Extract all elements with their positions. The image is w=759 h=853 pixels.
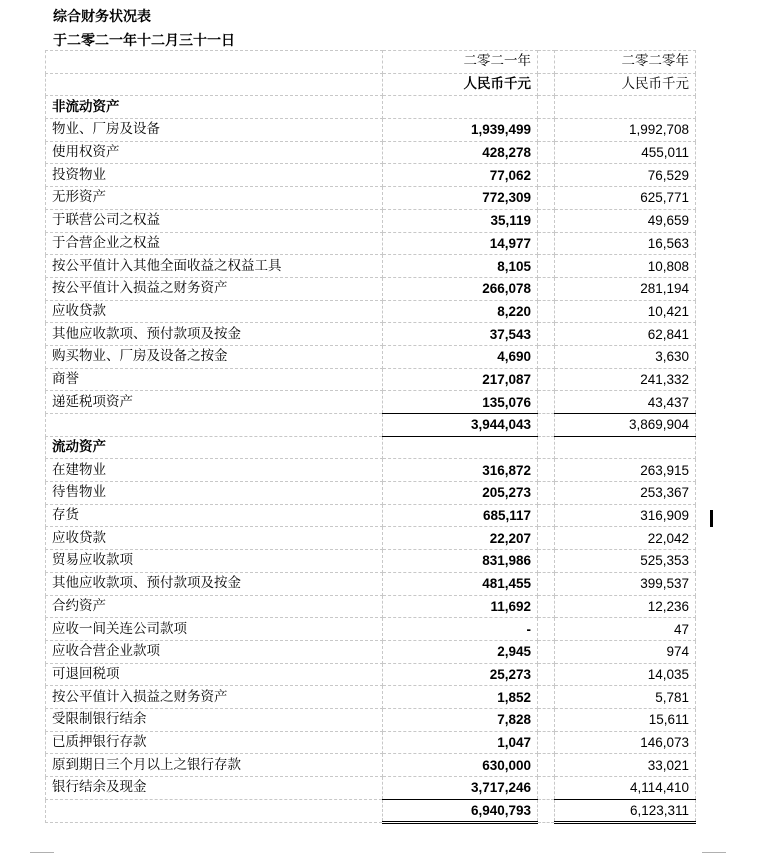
value-2020[interactable]: 399,537 — [555, 572, 696, 595]
total-row — [46, 414, 696, 437]
header-unit-2021[interactable]: 人民币千元 — [383, 73, 538, 96]
cell-gap[interactable] — [538, 731, 555, 754]
value-2021[interactable]: 135,076 — [383, 391, 538, 414]
value-2021[interactable]: 205,273 — [383, 482, 538, 505]
table-row — [46, 595, 696, 618]
value-2020[interactable]: 241,332 — [555, 368, 696, 391]
cell-gap[interactable] — [538, 255, 555, 278]
value-2020[interactable]: 62,841 — [555, 323, 696, 346]
value-2020[interactable]: 281,194 — [555, 277, 696, 300]
cell-gap[interactable] — [538, 51, 555, 74]
row-label[interactable]: 存货 — [46, 504, 383, 527]
row-label[interactable]: 购买物业、厂房及设备之按金 — [46, 345, 383, 368]
row-label[interactable]: 物业、厂房及设备 — [46, 119, 383, 142]
total-row — [46, 799, 696, 823]
value-2020[interactable]: 16,563 — [555, 232, 696, 255]
row-label[interactable]: 使用权资产 — [46, 141, 383, 164]
row-label[interactable]: 贸易应收款项 — [46, 550, 383, 573]
value-2020[interactable]: 15,611 — [555, 708, 696, 731]
row-label[interactable]: 应收贷款 — [46, 527, 383, 550]
row-label[interactable]: 按公平值计入损益之财务资产 — [46, 686, 383, 709]
row-label[interactable]: 原到期日三个月以上之银行存款 — [46, 754, 383, 777]
header-year-2020[interactable]: 二零二零年 — [555, 51, 696, 74]
cell-gap[interactable] — [538, 187, 555, 210]
table-row — [46, 754, 696, 777]
value-2020[interactable]: 525,353 — [555, 550, 696, 573]
cell-gap[interactable] — [538, 164, 555, 187]
value-2020[interactable]: 76,529 — [555, 164, 696, 187]
table-row — [46, 504, 696, 527]
value-2021[interactable]: 8,105 — [383, 255, 538, 278]
balance-sheet-table — [45, 50, 696, 824]
value-2021[interactable]: 8,220 — [383, 300, 538, 323]
cell-gap[interactable] — [538, 368, 555, 391]
cell-gap[interactable] — [538, 618, 555, 641]
value-2021[interactable]: 481,455 — [383, 572, 538, 595]
cell-gap[interactable] — [538, 119, 555, 142]
table-row — [46, 459, 696, 482]
cell-gap[interactable] — [538, 482, 555, 505]
value-2020[interactable]: 12,236 — [555, 595, 696, 618]
table-row — [46, 572, 696, 595]
header-year-2021[interactable]: 二零二一年 — [383, 51, 538, 74]
cell-empty[interactable] — [46, 414, 383, 437]
cell-empty[interactable] — [383, 96, 538, 119]
row-label[interactable]: 可退回税项 — [46, 663, 383, 686]
row-label[interactable]: 待售物业 — [46, 482, 383, 505]
value-2021[interactable]: 831,986 — [383, 550, 538, 573]
cell-gap[interactable] — [538, 345, 555, 368]
table-row — [46, 391, 696, 414]
value-2020[interactable]: 47 — [555, 618, 696, 641]
value-2020[interactable]: 3,630 — [555, 345, 696, 368]
table-row — [46, 277, 696, 300]
cell-gap[interactable] — [538, 391, 555, 414]
cell-gap[interactable] — [538, 527, 555, 550]
table-row — [46, 323, 696, 346]
row-label[interactable]: 商誉 — [46, 368, 383, 391]
value-2021[interactable]: 37,543 — [383, 323, 538, 346]
section-heading-row — [46, 96, 696, 119]
cell-gap[interactable] — [538, 595, 555, 618]
table-row — [46, 209, 696, 232]
cell-gap[interactable] — [538, 323, 555, 346]
cell-gap[interactable] — [538, 300, 555, 323]
row-label[interactable]: 递延税项资产 — [46, 391, 383, 414]
value-2021[interactable]: 4,690 — [383, 345, 538, 368]
value-2020[interactable]: 146,073 — [555, 731, 696, 754]
cell-gap[interactable] — [538, 277, 555, 300]
cell-empty[interactable] — [46, 73, 383, 96]
value-2020[interactable]: 263,915 — [555, 459, 696, 482]
row-label[interactable]: 无形资产 — [46, 187, 383, 210]
value-2021[interactable]: 3,717,246 — [383, 777, 538, 800]
value-2020[interactable]: 22,042 — [555, 527, 696, 550]
value-2021[interactable]: 35,119 — [383, 209, 538, 232]
table-row — [46, 777, 696, 800]
cell-gap[interactable] — [538, 141, 555, 164]
value-2021[interactable]: 630,000 — [383, 754, 538, 777]
total-2021[interactable]: 3,944,043 — [383, 414, 538, 437]
cell-gap[interactable] — [538, 504, 555, 527]
cell-gap[interactable] — [538, 572, 555, 595]
row-label[interactable]: 其他应收款项、预付款项及按金 — [46, 572, 383, 595]
statement-date: 于二零二一年十二月三十一日 — [53, 33, 235, 49]
value-2021[interactable]: - — [383, 618, 538, 641]
section-heading-non-current[interactable]: 非流动资产 — [46, 96, 383, 119]
row-label[interactable]: 应收贷款 — [46, 300, 383, 323]
value-2020[interactable]: 4,114,410 — [555, 777, 696, 800]
total-2020[interactable]: 3,869,904 — [555, 414, 696, 437]
header-unit-2020[interactable]: 人民币千元 — [555, 73, 696, 96]
cell-gap[interactable] — [538, 550, 555, 573]
value-2021[interactable]: 1,047 — [383, 731, 538, 754]
cell-gap[interactable] — [538, 73, 555, 96]
cell-gap[interactable] — [538, 640, 555, 663]
table-row — [46, 686, 696, 709]
value-2021[interactable]: 25,273 — [383, 663, 538, 686]
value-2020[interactable]: 14,035 — [555, 663, 696, 686]
row-label[interactable]: 按公平值计入其他全面收益之权益工具 — [46, 255, 383, 278]
section-heading-row — [46, 436, 696, 459]
cell-gap[interactable] — [538, 777, 555, 800]
table-row — [46, 640, 696, 663]
value-2020[interactable]: 5,781 — [555, 686, 696, 709]
table-row — [46, 255, 696, 278]
row-label[interactable]: 在建物业 — [46, 459, 383, 482]
value-2021[interactable]: 316,872 — [383, 459, 538, 482]
row-label[interactable]: 于合营企业之权益 — [46, 232, 383, 255]
value-2021[interactable]: 14,977 — [383, 232, 538, 255]
value-2020[interactable]: 625,771 — [555, 187, 696, 210]
value-2021[interactable]: 2,945 — [383, 640, 538, 663]
value-2020[interactable]: 1,992,708 — [555, 119, 696, 142]
row-label[interactable]: 投资物业 — [46, 164, 383, 187]
table-row — [46, 482, 696, 505]
cell-gap[interactable] — [538, 209, 555, 232]
cell-gap[interactable] — [538, 414, 555, 437]
value-2020[interactable]: 33,021 — [555, 754, 696, 777]
table-row — [46, 731, 696, 754]
value-2020[interactable]: 455,011 — [555, 141, 696, 164]
value-2021[interactable]: 428,278 — [383, 141, 538, 164]
table-row — [46, 618, 696, 641]
header-row-year — [46, 51, 696, 74]
value-2020[interactable]: 253,367 — [555, 482, 696, 505]
table-row — [46, 119, 696, 142]
cell-empty[interactable] — [46, 799, 383, 823]
cell-gap[interactable] — [538, 663, 555, 686]
total-2020[interactable]: 6,123,311 — [555, 799, 696, 823]
value-2020[interactable]: 316,909 — [555, 504, 696, 527]
cell-empty[interactable] — [383, 436, 538, 459]
total-2021[interactable]: 6,940,793 — [383, 799, 538, 823]
table-row — [46, 164, 696, 187]
section-heading-current[interactable]: 流动资产 — [46, 436, 383, 459]
row-label[interactable]: 应收一间关连公司款项 — [46, 618, 383, 641]
table-row — [46, 187, 696, 210]
value-2021[interactable]: 685,117 — [383, 504, 538, 527]
row-label[interactable]: 按公平值计入损益之财务资产 — [46, 277, 383, 300]
value-2021[interactable]: 266,078 — [383, 277, 538, 300]
table-row — [46, 663, 696, 686]
value-2021[interactable]: 772,309 — [383, 187, 538, 210]
value-2021[interactable]: 77,062 — [383, 164, 538, 187]
value-2020[interactable]: 974 — [555, 640, 696, 663]
table-row — [46, 345, 696, 368]
cell-gap[interactable] — [538, 754, 555, 777]
table-row — [46, 550, 696, 573]
row-label[interactable]: 受限制银行结余 — [46, 708, 383, 731]
value-2021[interactable]: 22,207 — [383, 527, 538, 550]
cell-empty[interactable] — [46, 51, 383, 74]
row-label[interactable]: 合约资产 — [46, 595, 383, 618]
table-row — [46, 708, 696, 731]
row-label[interactable]: 银行结余及现金 — [46, 777, 383, 800]
cell-gap[interactable] — [538, 96, 555, 119]
header-row-unit — [46, 73, 696, 96]
table-row — [46, 141, 696, 164]
cell-gap[interactable] — [538, 799, 555, 823]
value-2020[interactable]: 49,659 — [555, 209, 696, 232]
cell-gap[interactable] — [538, 232, 555, 255]
row-label[interactable]: 其他应收款项、预付款项及按金 — [46, 323, 383, 346]
value-2020[interactable]: 43,437 — [555, 391, 696, 414]
row-label[interactable]: 应收合营企业款项 — [46, 640, 383, 663]
value-2021[interactable]: 1,852 — [383, 686, 538, 709]
value-2021[interactable]: 11,692 — [383, 595, 538, 618]
statement-title: 综合财务状况表 — [53, 9, 151, 25]
text-cursor-icon — [710, 510, 713, 527]
table-row — [46, 300, 696, 323]
cell-empty[interactable] — [555, 436, 696, 459]
cell-gap[interactable] — [538, 686, 555, 709]
row-label[interactable]: 于联营公司之权益 — [46, 209, 383, 232]
cell-gap[interactable] — [538, 459, 555, 482]
cell-empty[interactable] — [555, 96, 696, 119]
value-2021[interactable]: 7,828 — [383, 708, 538, 731]
cell-gap[interactable] — [538, 436, 555, 459]
value-2021[interactable]: 217,087 — [383, 368, 538, 391]
row-label[interactable]: 已质押银行存款 — [46, 731, 383, 754]
table-row — [46, 368, 696, 391]
cell-gap[interactable] — [538, 708, 555, 731]
value-2020[interactable]: 10,421 — [555, 300, 696, 323]
table-row — [46, 232, 696, 255]
value-2021[interactable]: 1,939,499 — [383, 119, 538, 142]
value-2020[interactable]: 10,808 — [555, 255, 696, 278]
table-row — [46, 527, 696, 550]
